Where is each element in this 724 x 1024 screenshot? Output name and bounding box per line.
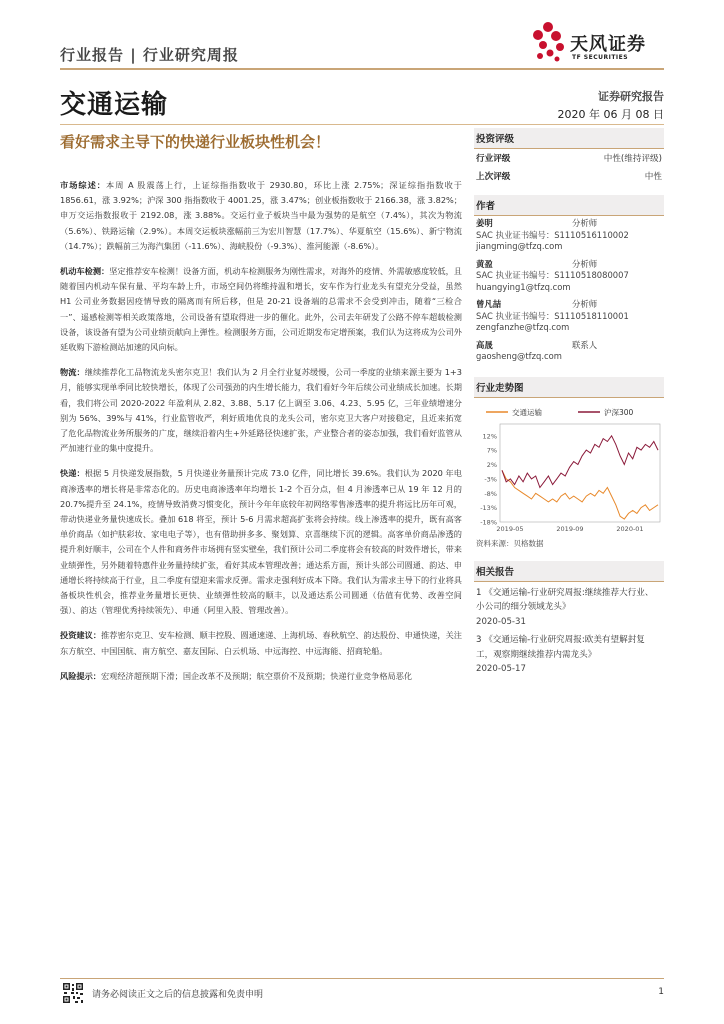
paragraph-lead: 风险提示：	[60, 670, 101, 681]
y-tick-label: -13%	[480, 503, 497, 512]
report-kind: 证券研究报告	[598, 90, 664, 103]
trend-chart-svg	[474, 404, 664, 534]
sidebar	[474, 122, 664, 685]
rating-section-title: 投资评级	[474, 128, 664, 149]
related-report-date: 2020-05-17	[476, 664, 526, 674]
author-entry	[474, 216, 664, 257]
y-tick-label: -18%	[480, 518, 497, 526]
paragraph-text: 继续推荐化工品物流龙头密尔克卫！我们认为 2 月全行业复苏缓慢，公司一季度的业绩来源主要为 1+3 月，能够实现单季同比较快增长，体现了公司强劲的内生增长能力，我们看好今年后续公司业绩成长加速。长期看，我们将公司 2020-2022 年盈利从 2.82、3.88、5.17 亿上调至 3.06、4.23、5.95 亿，三年业绩增速分别为 56%、39%与 41%，行业监管收严，利好质地优良的龙头公司，密尔克卫大客户对接稳定，且近来拓宽了危化品物流业务所服务的广度，继续沿着内生+外延路径快速扩张，产业整合者的姿态加强，我们看好监管从严加速行业的集中度提升。	[60, 367, 462, 454]
x-tick-label: 2019-05	[496, 524, 524, 533]
y-tick-label: -8%	[484, 489, 497, 498]
paragraph-lead: 机动车检测：	[60, 266, 110, 277]
related-report-link[interactable]: 1 《交通运输-行业研究周报:继续推荐大行业、小公司的细分领域龙头》	[476, 587, 654, 612]
logo-mark-icon	[530, 20, 568, 66]
author-email[interactable]: jiangming@tfzq.com	[476, 241, 563, 251]
paragraph-lead: 市场综述：	[60, 180, 107, 190]
related-reports	[474, 582, 664, 685]
author-name: 曾凡喆	[476, 299, 502, 309]
report-type: 行业报告 | 行业研究周报	[60, 46, 239, 64]
sector-title: 交通运输	[60, 90, 169, 120]
main-body	[60, 178, 462, 694]
trend-chart	[474, 404, 664, 580]
company-logo	[530, 20, 680, 66]
rating-row	[474, 167, 664, 185]
y-tick-label: 7%	[486, 446, 497, 455]
chart-source: 资料来源：贝格数据	[476, 538, 544, 548]
paragraph-inspection	[60, 264, 462, 355]
author-entry	[474, 338, 664, 367]
legend-label: 沪深300	[604, 407, 634, 417]
logo-english: TF SECURITIES	[572, 54, 629, 61]
series-line	[502, 435, 658, 487]
x-tick-label: 2020-01	[616, 524, 644, 533]
related-report-link[interactable]: 3 《交通运输-行业研究周报:欧美有望解封复工，观察期继续推荐内需龙头》	[476, 635, 645, 660]
paragraph-express	[60, 466, 462, 618]
paragraph-risk	[60, 669, 462, 684]
rating-row	[474, 149, 664, 167]
x-tick-label: 2019-09	[556, 524, 584, 533]
rating-value: 中性	[644, 172, 662, 182]
paragraph-text: 根据 5 月快递发展指数，5 月快递业务量预计完成 73.0 亿件，同比增长 39.6%。我们认为 2020 年电商渗透率的增长将是非常态化的。历史电商渗透率年均增长 1-2 个百分点，但 4 月渗透率已从 19 年 12 月的 20.7%提升至 24.1%，疫情导致消费习惯变化，预计今年年底较年初网络零售渗透率的提升将远比历年可观，带动快递业务量快速成长。叠加 618 将至，预计 5-6 月需求超高扩张将会持续。线上渗透率的提升，既有高客单价商品（如护肤彩妆、家电电子等），也有借助拼多多、聚划算、京喜继续下沉的逻辑。高客单价商品渗透的提升利好顺丰，公司在个人件和商务件市场拥有竖实壁垒，我们预计公司二季度将会有较高的时效件增长，带来业绩弹性，另外随着特惠件业务量持续扩张，看好其成本管理改善；通达系方面，预计头部公司圆通、韵达、申通增长将持续高于行业，且二季度有望迎来需求反弹。需求走强利好成本下降。我们认为需求主导下的行业将具备板块性机会，推荐业务量增长更快、业绩弹性较高的顺丰，以及通达系公司圆通（估值有优势、改善空间强）、韵达（管理优秀持续领先）、申通（阿里入股、管理改善）。	[60, 468, 462, 616]
header-divider	[60, 68, 664, 70]
author-entry	[474, 257, 664, 298]
y-tick-label: -3%	[484, 474, 497, 483]
paragraph-lead: 快递：	[60, 468, 85, 479]
author-name: 黄盈	[476, 258, 493, 269]
author-entry	[474, 297, 664, 338]
author-role: 分析师	[572, 299, 598, 309]
paragraph-text: 本周 A 股震荡上行，上证综指指数收于 2930.80，环比上涨 2.75%；深证综指指数收于 1856.61，涨 3.92%；沪深 300 指指数收于 4001.25，涨 3.47%；创业板指数收于 2166.38，涨 3.82%；申万交运指数报收于 2192.08，涨 3.88%。交运行业子板块当中最为强势的是航空（7.4%），其次为物流（5.6%）、铁路运输（2.9%）。本周交运板块涨幅前三为宏川智慧（17.7%）、华夏航空（15.6%）、新宁物流（14.7%）；跌幅前三为海汽集团（-11.6%）、海峡股份（-9.3%）、淮河能源（-8.6%）。	[60, 180, 462, 251]
related-report-date: 2020-05-31	[476, 616, 526, 627]
rating-label: 行业评级	[476, 154, 511, 164]
footer-disclaimer: 请务必阅读正文之后的信息披露和免责申明	[92, 990, 264, 1000]
qr-code-icon	[62, 982, 84, 1004]
paragraph-text: 坚定推荐安车检测！设备方面，机动车检测服务为刚性需求，对海外的疫情、外需敏感度较低，且随着国内机动车保有量、平均车龄上升，市场空间仍将维持温和增长，安车作为行业龙头有望充分受益，虽然 H1 公司业务数据因疫情导致的隔离而有所后移，但是 20-21 设备端的总需求不会受到冲击，随着“三检合一”、遥感检测等相关政策落地，公司设备有望取得进一步的催化。此外，公司去年研发了公路不停车超载检测设备，该设备有望为公司业绩贡献向上弹性。检测服务方面，公司近期发布定增预案，我们认为这将成为公司外延收购下游检测站加速的风向标。	[60, 266, 462, 353]
paragraph-text: 宏观经济超预期下滑；国企改革不及预期；航空票价不及预期；快递行业竞争格局恶化	[100, 670, 413, 681]
author-role: 分析师	[572, 258, 598, 269]
author-email[interactable]: gaosheng@tfzq.com	[476, 351, 562, 361]
paragraph-market	[60, 178, 462, 254]
author-section-title: 作者	[474, 195, 664, 216]
report-date: 2020 年 06 月 08 日	[557, 108, 664, 121]
rating-value: 中性(维持评级)	[603, 154, 662, 164]
paragraph-lead: 物流：	[60, 367, 85, 378]
author-role: 联系人	[572, 339, 598, 350]
author-email[interactable]: huangying1@tfzq.com	[476, 281, 571, 292]
page-number: 1	[658, 987, 664, 997]
footer-divider	[60, 978, 664, 979]
author-role: 分析师	[572, 218, 598, 228]
paragraph-text: 推荐密尔克卫、安车检测、顺丰控股、圆通速递、上海机场、春秋航空、韵达股份、申通快递，关注东方航空、中国国航、南方航空、嘉友国际、白云机场、中远海控、中远海能、招商轮船。	[60, 630, 462, 656]
author-cert: SAC 执业证书编号：S1110516110002	[476, 229, 629, 240]
logo-name: 天风证券	[570, 34, 646, 55]
trend-section-title: 行业走势图	[474, 377, 664, 398]
author-name: 姜明	[476, 218, 493, 228]
related-section-title: 相关报告	[474, 561, 664, 582]
paragraph-lead: 投资建议：	[60, 630, 102, 641]
rating-label: 上次评级	[476, 172, 511, 182]
paragraph-logistics	[60, 365, 462, 456]
author-name: 高晟	[476, 339, 493, 350]
legend-label: 交通运输	[512, 407, 542, 417]
report-headline: 看好需求主导下的快递行业板块性机会！	[60, 133, 331, 151]
plot-frame	[500, 424, 660, 522]
y-tick-label: 2%	[486, 460, 497, 469]
y-tick-label: 12%	[482, 431, 497, 440]
author-cert: SAC 执业证书编号：S1110518110001	[476, 310, 629, 321]
author-email[interactable]: zengfanzhe@tfzq.com	[476, 322, 570, 332]
paragraph-suggestion	[60, 628, 462, 658]
author-cert: SAC 执业证书编号：S1110518080007	[476, 270, 629, 280]
